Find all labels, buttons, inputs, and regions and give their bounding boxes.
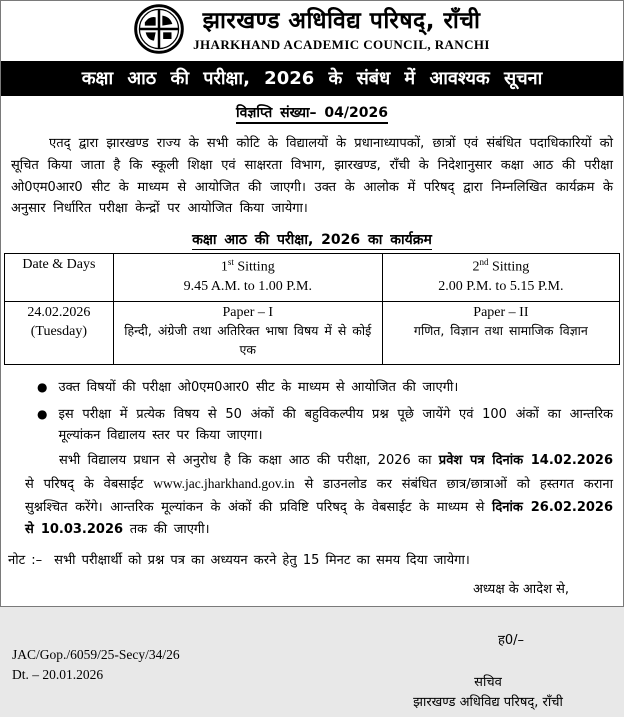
bullet-list xyxy=(37,378,613,446)
schedule-heading: कक्षा आठ की परीक्षा, 2026 का कार्यक्रम xyxy=(192,232,432,249)
exam-day: (Tuesday) xyxy=(30,323,88,339)
cell-paper2 xyxy=(382,301,619,365)
org-name-english: JHARKHAND ACADEMIC COUNCIL, RANCHI xyxy=(193,36,490,52)
schedule-heading-line xyxy=(1,229,623,249)
sitting2-ordinal-suffix: nd xyxy=(479,257,489,268)
exam-schedule-table xyxy=(4,253,620,365)
table-header-row xyxy=(5,254,620,301)
jac-seal-icon xyxy=(134,4,184,58)
org-titles xyxy=(193,9,490,52)
memo-number: JAC/Gop./6059/25-Secy/34/26 xyxy=(12,647,180,663)
note-line xyxy=(8,550,613,568)
notice-number-line xyxy=(1,102,623,122)
sitting2-time: 2.00 P.M. to 5.15 P.M. xyxy=(438,278,564,294)
note-label: नोट :– xyxy=(8,553,43,569)
bullet-icon: ● xyxy=(37,380,48,395)
note-text: सभी परीक्षार्थी को प्रश्न पत्र का अध्ययन करने हेतु 15 मिनट का समय दिया जायेगा। xyxy=(54,553,470,569)
sitting1-ordinal-suffix: st xyxy=(227,257,234,268)
header-cell-sitting2 xyxy=(382,254,619,301)
website-url: www.jac.jharkhand.gov.in xyxy=(153,476,295,492)
sitting1-label: Sitting xyxy=(237,259,275,275)
paper1-subjects: हिन्दी, अंग्रेजी तथा अतिरिक्त भाषा विषय में से कोई एक xyxy=(124,322,372,357)
notice-banner: कक्षा आठ की परीक्षा, 2026 के संबंध में आवश्यक सूचना xyxy=(1,61,623,96)
marks-entry-dates-bold: दिनांक 26.02.2026 से 10.03.2026 xyxy=(25,499,613,537)
cell-paper1 xyxy=(113,301,382,365)
header-cell-date-days: Date & Days xyxy=(5,254,114,301)
signature-area xyxy=(1,597,623,717)
intro-paragraph: एतद् द्वारा झारखण्ड राज्य के सभी कोटि के विद्यालयों के प्रधानाध्यापकों, छात्रों एवं संबंधित पदाधिकारियों को सूचित किया जाता है कि स्कूली शिक्षा एवं साक्षरता विभाग, झारखण्ड, राँची के निदेशानुसार कक्षा आठ की परीक्षा ओ0एम0आर0 सीट के माध्यम से आयोजित की जाएगी। उक्त के आलोक में परिषद् द्वारा निम्नलिखित कार्यक्रम के अनुसार निर्धारित परीक्षा केन्द्रों पर आयोजित किया जायेगा। xyxy=(11,136,613,217)
list-item xyxy=(37,378,613,399)
paper2-title: Paper – II xyxy=(473,304,529,320)
bullet-text: इस परीक्षा में प्रत्येक विषय से 50 अंकों की बहुविकल्पीय प्रश्न पूछे जायेंगे एवं 100 अंकों का आन्तरिक मूल्यांकन विद्यालय स्तर पर किया जाएगा। xyxy=(58,407,613,444)
by-order-line: अध्यक्ष के आदेश से, xyxy=(472,582,569,598)
bullet-icon: ● xyxy=(37,407,48,422)
signatory-designation: सचिव xyxy=(474,675,502,691)
request-part2: से परिषद् के वेबसाईट xyxy=(25,477,154,493)
sitting2-label: Sitting xyxy=(491,259,530,275)
request-part3: से डाउनलोड कर संबंधित छात्र/छात्राओं को हस्तगत कराना सुश्नश्चित करेंगे। आन्तरिक मूल्यांकन के अंकों की प्रविष्टि परिषद् के वेबसाईट के माध्यम से xyxy=(25,477,613,515)
memo-date: Dt. – 20.01.2026 xyxy=(12,666,104,682)
sitting2-ordinal: 2 xyxy=(472,259,480,275)
list-item xyxy=(37,405,613,447)
bullet-text: उक्त विषयों की परीक्षा ओ0एम0आर0 सीट के माध्यम से आयोजित की जाएगी। xyxy=(58,380,459,396)
signatory-block xyxy=(408,630,568,710)
memo-block xyxy=(12,645,180,684)
paper2-subjects: गणित, विज्ञान तथा सामाजिक विज्ञान xyxy=(413,322,588,338)
cell-exam-date xyxy=(5,301,114,365)
request-part1: सभी विद्यालय प्रधान से अनुरोध है कि कक्षा आठ की परीक्षा, 2026 का xyxy=(59,452,439,468)
header xyxy=(1,1,623,58)
paper1-title: Paper – I xyxy=(222,304,274,320)
request-part4: तक की जाएगी। xyxy=(123,521,210,537)
admit-card-date-bold: प्रवेश पत्र दिनांक 14.02.2026 xyxy=(438,452,613,468)
sitting1-time: 9.45 A.M. to 1.00 P.M. xyxy=(183,278,312,294)
exam-date: 24.02.2026 xyxy=(27,304,91,320)
notice-number: विज्ञप्ति संख्या– 04/2026 xyxy=(236,105,388,124)
signatory-org: झारखण्ड अधिविद्य परिषद्, राँची xyxy=(413,695,563,711)
signed-mark: ह0/– xyxy=(497,633,525,649)
request-paragraph xyxy=(25,450,613,541)
table-row xyxy=(5,301,620,365)
sitting1-ordinal: 1 xyxy=(220,259,228,275)
header-cell-sitting1 xyxy=(113,254,382,301)
org-name-hindi: झारखण्ड अधिविद्य परिषद्, राँची xyxy=(202,8,481,35)
